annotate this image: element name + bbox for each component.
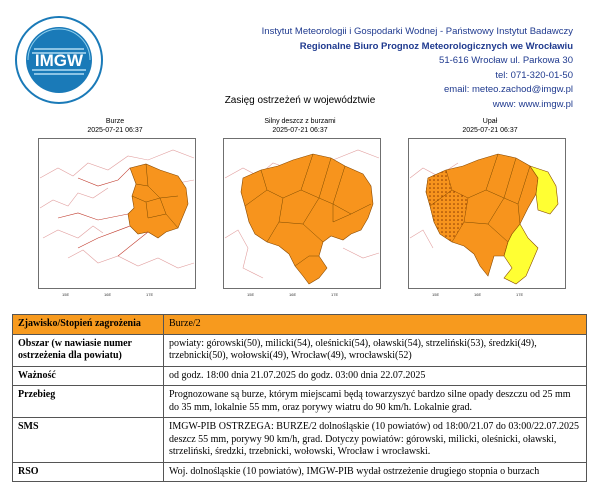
row-key: RSO xyxy=(13,462,164,482)
table-row xyxy=(13,366,587,386)
row-value: od godz. 18:00 dnia 21.07.2025 do godz. 03:00 dnia 22.07.2025 xyxy=(164,366,587,386)
axis-tick: 17E xyxy=(331,292,339,297)
map-heading-rain xyxy=(225,117,375,135)
imgw-logo xyxy=(14,15,104,105)
row-value: powiaty: górowski(50), milicki(54), oleśnicki(54), oławski(54), strzeliński(53), średzki(49), trzebnicki(50), wołowski(49), Wrocław(49), wrocławski(52) xyxy=(164,334,587,366)
row-key: Obszar (w nawiasie numer ostrzeżenia dla powiatu) xyxy=(13,334,164,366)
map-date: 2025-07-21 06:37 xyxy=(272,127,328,134)
row-key: Ważność xyxy=(13,366,164,386)
row-value: Burze/2 xyxy=(164,315,587,335)
email: email: meteo.zachod@imgw.pl xyxy=(444,84,573,95)
bureau-name: Regionalne Biuro Prognoz Meteorologicznych we Wrocławiu xyxy=(299,40,573,52)
axis-tick: 16E xyxy=(474,292,482,297)
phone: tel: 071-320-01-50 xyxy=(495,69,573,81)
axis-tick: 15E xyxy=(432,292,440,297)
table-row xyxy=(13,315,587,335)
axis-tick: 15E xyxy=(247,292,255,297)
map-title: Upał xyxy=(482,118,498,125)
table-row xyxy=(13,418,587,463)
row-key: SMS xyxy=(13,418,164,463)
row-key: Przebieg xyxy=(13,386,164,418)
map-date: 2025-07-21 06:37 xyxy=(87,127,143,134)
axis-tick: 16E xyxy=(104,292,112,297)
table-row xyxy=(13,386,587,418)
row-key: Zjawisko/Stopień zagrożenia xyxy=(13,315,164,335)
axis-tick: 16E xyxy=(289,292,297,297)
map-heat xyxy=(408,138,566,298)
map-date: 2025-07-21 06:37 xyxy=(462,127,518,134)
map-title: Burze xyxy=(105,118,125,125)
map-storms xyxy=(38,138,196,298)
map-heading-heat xyxy=(415,117,565,135)
address: 51-616 Wrocław ul. Parkowa 30 xyxy=(439,55,573,66)
row-value: IMGW-PIB OSTRZEGA: BURZE/2 dolnośląskie (10 powiatów) od 18:00/21.07 do 03:00/22.07.2025 deszcz 55 mm, porywy 90 km/h, grad. Dotyczy powiatów: górowski, milicki, oleśnicki, oławski, strzeliński, średzki, trzebnicki, wołowski, Wrocław i wrocławski. xyxy=(164,418,587,463)
website: www: www.imgw.pl xyxy=(492,98,573,110)
map-title: Silny deszcz z burzami xyxy=(264,118,336,125)
axis-tick: 17E xyxy=(146,292,154,297)
table-row xyxy=(13,462,587,482)
page-title: Zasięg ostrzeżeń w województwie xyxy=(224,95,376,106)
axis-tick: 17E xyxy=(516,292,524,297)
warning-table xyxy=(12,314,587,482)
map-heading-storms xyxy=(40,117,190,135)
axis-tick: 15E xyxy=(62,292,70,297)
institute-name: Instytut Meteorologii i Gospodarki Wodnej - Państwowy Instytut Badawczy xyxy=(261,26,573,37)
row-value: Woj. dolnośląskie (10 powiatów), IMGW-PIB wydał ostrzeżenie drugiego stopnia o burzach xyxy=(164,462,587,482)
map-rain xyxy=(223,138,381,298)
logo-text: IMGW xyxy=(34,51,84,70)
row-value: Prognozowane są burze, którym miejscami będą towarzyszyć bardzo silne opady deszczu od 25 mm do 35 mm, lokalnie 55 mm, oraz porywy wiatru do 90 km/h. Lokalnie grad. xyxy=(164,386,587,418)
table-row xyxy=(13,334,587,366)
